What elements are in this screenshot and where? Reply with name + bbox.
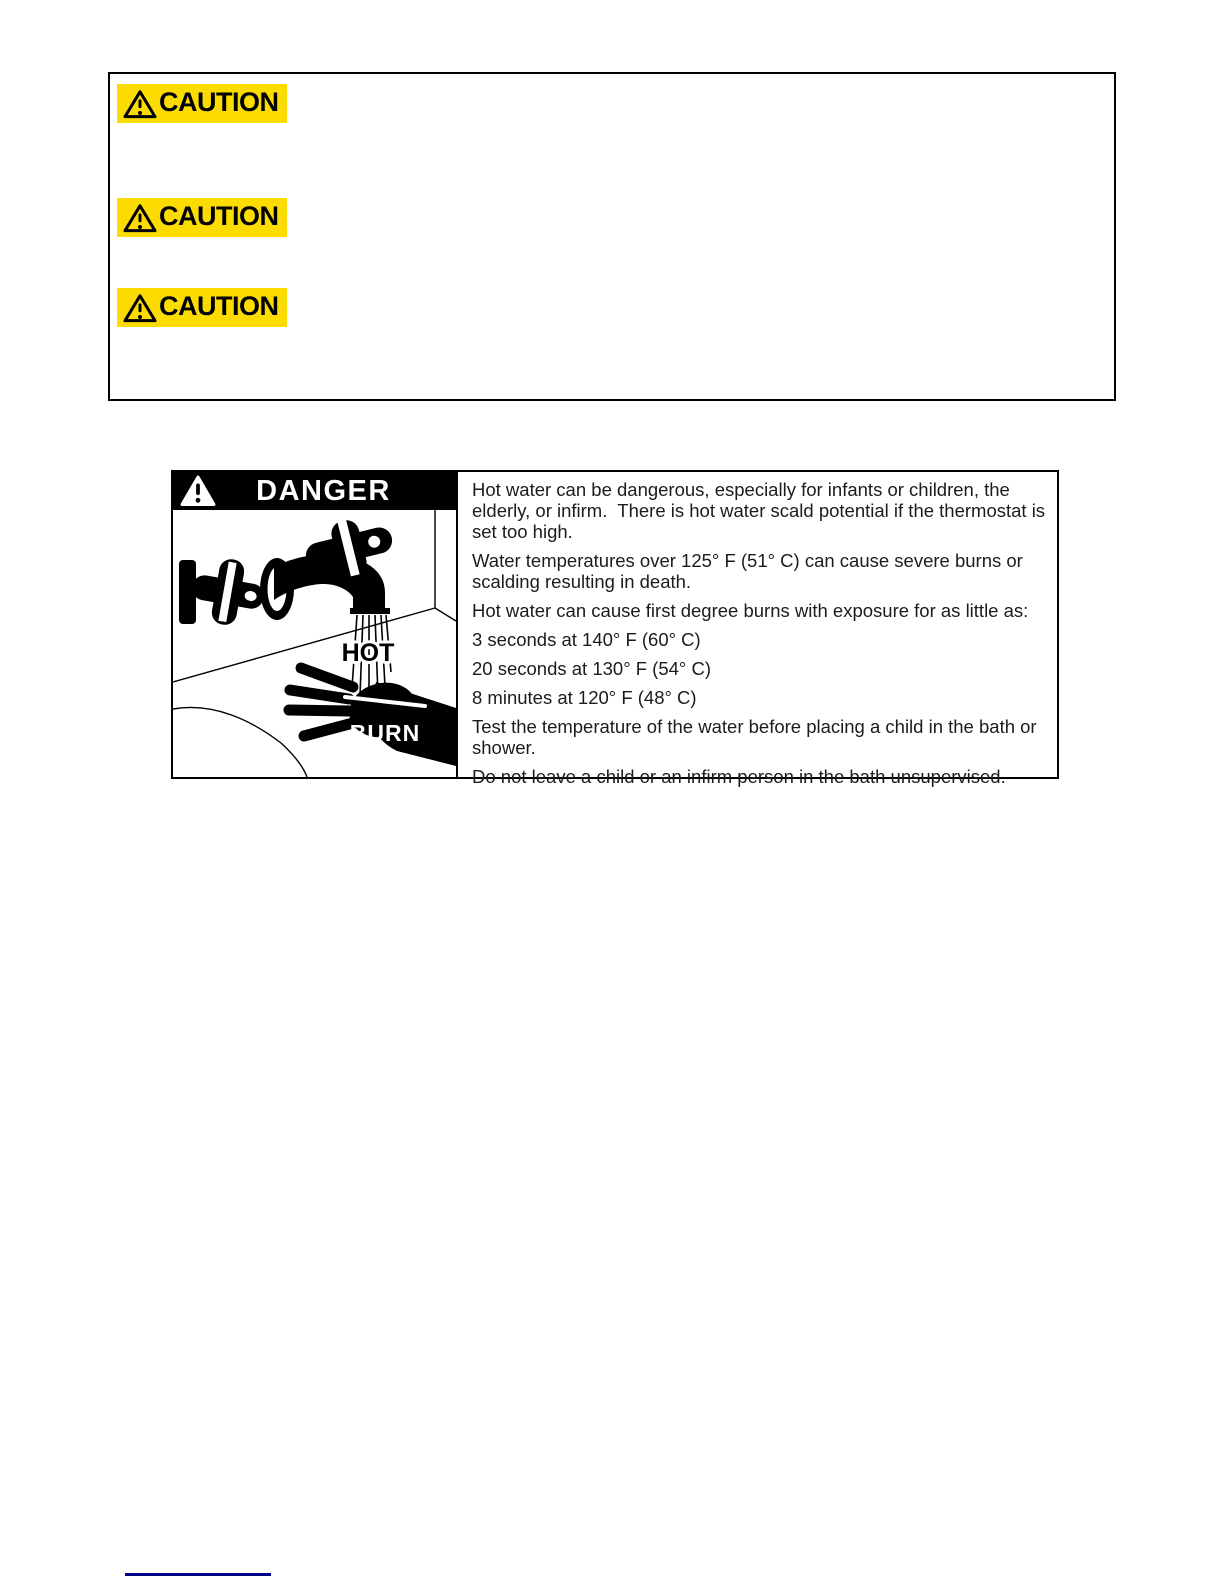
caution-badge (117, 198, 287, 237)
danger-paragraph: Water temperatures over 125° F (51° C) can cause severe burns or scalding resulting in death. (472, 550, 1028, 592)
danger-box (171, 470, 1059, 787)
danger-triangle-icon (180, 475, 216, 507)
caution-panel (108, 72, 1116, 401)
danger-paragraph: Hot water can cause first degree burns with exposure for as little as: (472, 600, 1029, 621)
warning-triangle-icon (123, 89, 157, 119)
danger-paragraph: Hot water can be dangerous, especially for infants or children, the elderly, or infirm. There is hot water scald potential if the thermostat is set too high. (472, 479, 1051, 542)
hot-water-scald-illustration (173, 510, 456, 777)
danger-header (173, 472, 456, 510)
burn-label: BURN (349, 720, 421, 746)
danger-illustration-panel (173, 472, 458, 777)
warning-triangle-icon (123, 293, 157, 323)
caution-badge (117, 288, 287, 327)
danger-paragraph: 20 seconds at 130° F (54° C) (472, 658, 711, 679)
warning-triangle-icon (123, 203, 157, 233)
faucet-handle-left-icon (187, 553, 269, 631)
danger-paragraph: Do not leave a child or an infirm person in the bath unsupervised. (472, 766, 1006, 787)
caution-label: CAUTION (159, 201, 279, 231)
danger-title: DANGER (256, 474, 391, 507)
hand-silhouette (289, 668, 456, 766)
danger-text (458, 472, 1057, 787)
hot-label: HOT (341, 639, 395, 667)
caution-label: CAUTION (159, 291, 279, 321)
caution-label: CAUTION (159, 87, 279, 117)
danger-paragraph: Test the temperature of the water before placing a child in the bath or shower. (472, 716, 1042, 758)
danger-paragraph: 3 seconds at 140° F (60° C) (472, 629, 701, 650)
footer-link[interactable] (125, 1573, 271, 1576)
danger-paragraph: 8 minutes at 120° F (48° C) (472, 687, 697, 708)
caution-badge (117, 84, 287, 123)
